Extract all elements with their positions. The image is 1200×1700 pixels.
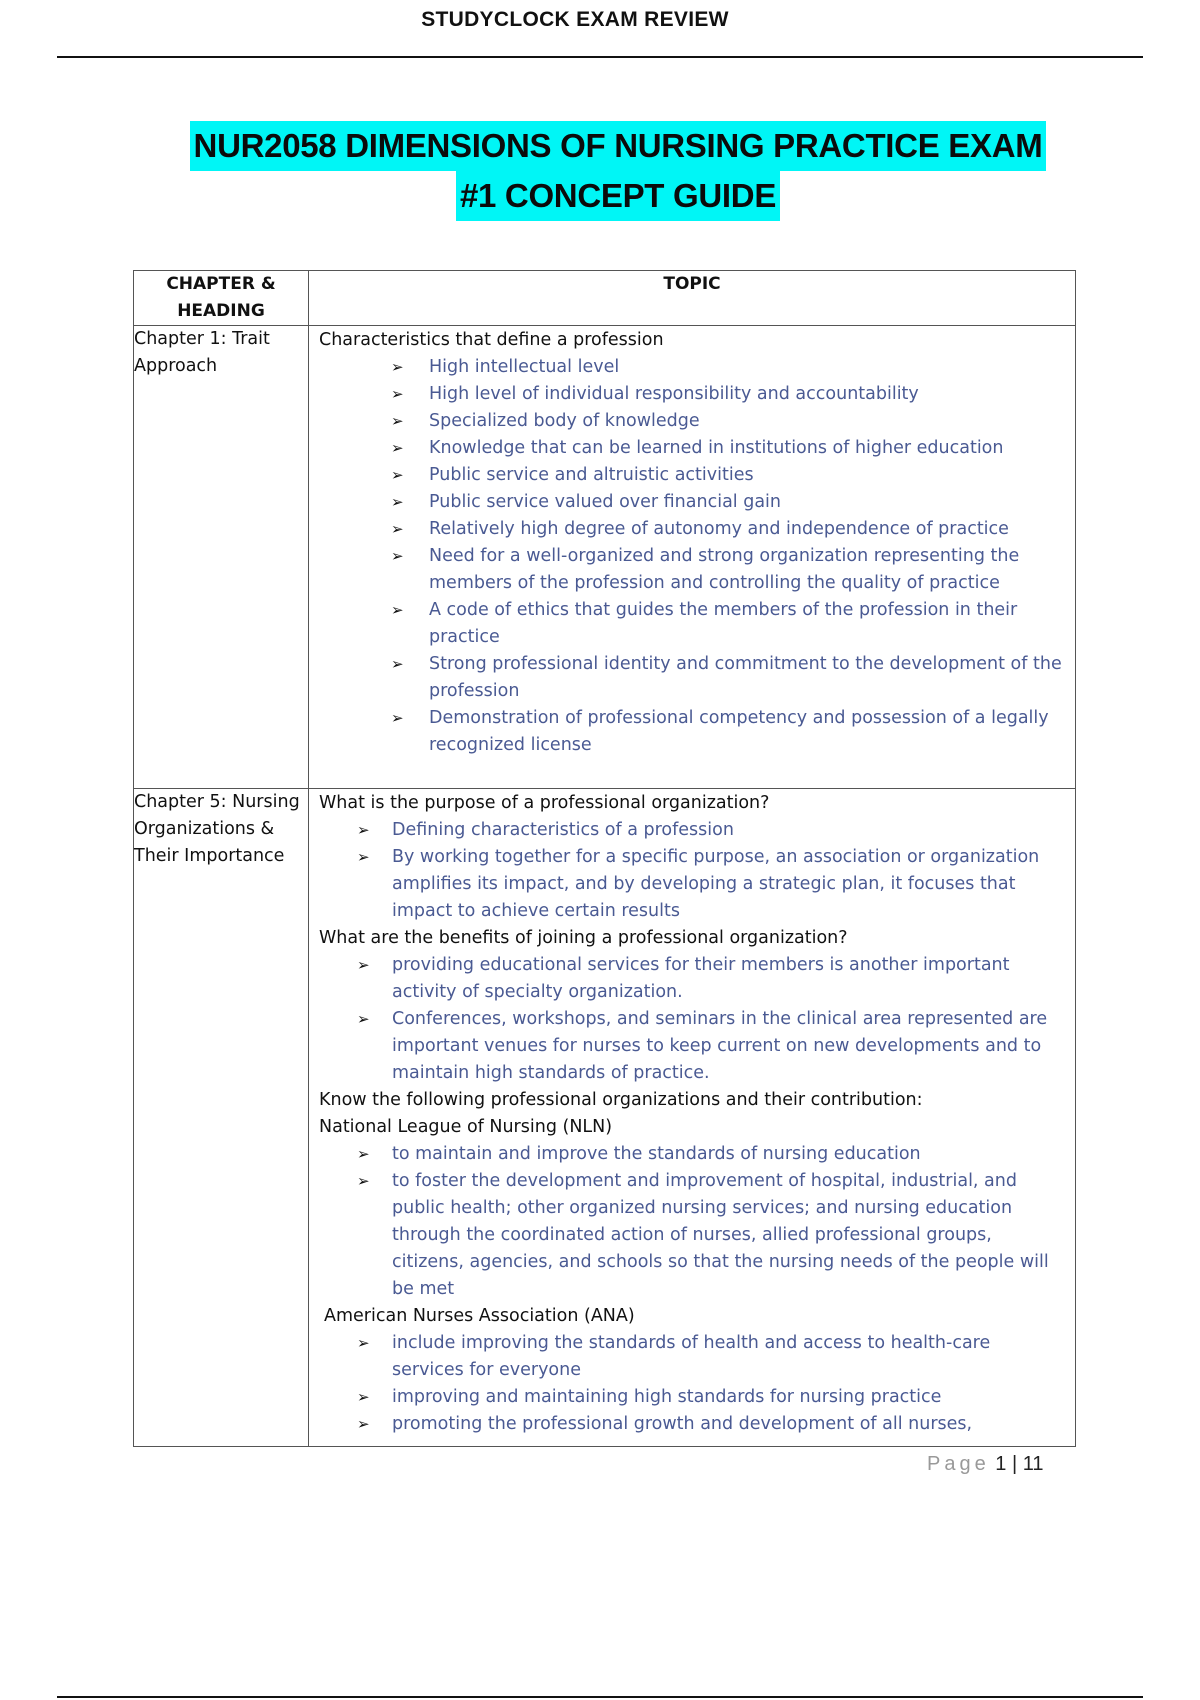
column-header-chapter: CHAPTER & HEADING [134,271,309,326]
organization-heading-ana: American Nurses Association (ANA) [324,1306,635,1326]
arrowhead-bullet-icon: ➢ [391,601,404,619]
arrowhead-bullet-icon: ➢ [357,848,370,866]
list-item: ➢ Specialized body of knowledge [319,408,1063,435]
arrowhead-bullet-icon: ➢ [391,655,404,673]
arrowhead-bullet-icon: ➢ [357,1388,370,1406]
list-item: ➢ Knowledge that can be learned in institutions of higher education [319,435,1063,462]
arrowhead-bullet-icon: ➢ [357,1145,370,1163]
arrowhead-bullet-icon: ➢ [391,520,404,538]
list-item: ➢ improving and maintaining high standards for nursing practice [319,1384,1063,1411]
arrowhead-bullet-icon: ➢ [391,547,404,565]
topic-heading: What are the benefits of joining a professional organization? [319,928,848,948]
page-total: 11 [1022,1453,1044,1475]
bullet-list [319,817,1063,925]
arrowhead-bullet-icon: ➢ [357,1172,370,1190]
table-header-row [134,271,1076,326]
title-line-1: NUR2058 DIMENSIONS OF NURSING PRACTICE EXAM [190,121,1047,171]
arrowhead-bullet-icon: ➢ [391,358,404,376]
chapter-cell: Chapter 1: Trait Approach [134,326,309,789]
list-item: ➢ Demonstration of professional competency and possession of a legally recognized license [319,705,1063,759]
arrowhead-bullet-icon: ➢ [391,466,404,484]
topic-cell [309,326,1076,789]
list-item: ➢ Need for a well-organized and strong organization representing the members of the profession and controlling the quality of practice [319,543,1063,597]
list-item: ➢ Conferences, workshops, and seminars in the clinical area represented are important venues for nurses to keep current on new developments and to maintain high standards of practice. [319,1006,1063,1087]
bullet-list [319,1141,1063,1303]
list-item: ➢ A code of ethics that guides the members of the profession in their practice [319,597,1063,651]
organization-heading-nln: National League of Nursing (NLN) [319,1117,613,1137]
arrowhead-bullet-icon: ➢ [391,493,404,511]
arrowhead-bullet-icon: ➢ [357,956,370,974]
list-item: ➢ providing educational services for their members is another important activity of specialty organization. [319,952,1063,1006]
list-item: ➢ Public service and altruistic activities [319,462,1063,489]
list-item: ➢ to foster the development and improvement of hospital, industrial, and public health; other organized nursing services; and nursing education through the coordinated action of nurses, allied professional groups, citizens, agencies, and schools so that the nursing needs of the people will be met [319,1168,1063,1303]
bullet-list [319,354,1063,759]
header-rule [57,56,1143,58]
arrowhead-bullet-icon: ➢ [357,1010,370,1028]
arrowhead-bullet-icon: ➢ [391,412,404,430]
list-item: ➢ to maintain and improve the standards of nursing education [319,1141,1063,1168]
list-item: ➢ Defining characteristics of a profession [319,817,1063,844]
title-line-2: #1 CONCEPT GUIDE [456,171,780,221]
bullet-list [319,952,1063,1087]
table-row [134,789,1076,1447]
list-item: ➢ Relatively high degree of autonomy and independence of practice [319,516,1063,543]
concept-table [133,270,1076,1447]
page-label: Page [927,1453,990,1475]
list-item: ➢ High level of individual responsibility and accountability [319,381,1063,408]
list-item: ➢ Strong professional identity and commitment to the development of the profession [319,651,1063,705]
arrowhead-bullet-icon: ➢ [357,1415,370,1433]
footer-rule [57,1696,1143,1698]
table-row [134,326,1076,789]
list-item: ➢ High intellectual level [319,354,1063,381]
list-item: ➢ promoting the professional growth and development of all nurses, [319,1411,1063,1438]
topic-heading: Characteristics that define a profession [319,330,664,350]
arrowhead-bullet-icon: ➢ [391,709,404,727]
page-number [927,1453,1044,1476]
chapter-cell: Chapter 5: Nursing Organizations & Their Importance [134,789,309,1447]
arrowhead-bullet-icon: ➢ [391,439,404,457]
topic-heading: Know the following professional organizations and their contribution: [319,1090,923,1110]
document-title [0,121,1200,221]
list-item: ➢ By working together for a specific purpose, an association or organization amplifies its impact, and by developing a strategic plan, it focuses that impact to achieve certain results [319,844,1063,925]
arrowhead-bullet-icon: ➢ [357,821,370,839]
topic-heading: What is the purpose of a professional organization? [319,793,770,813]
arrowhead-bullet-icon: ➢ [357,1334,370,1352]
page-current: 1 [995,1453,1007,1475]
column-header-topic: TOPIC [309,271,1076,326]
bullet-list [319,1330,1063,1438]
running-header: STUDYCLOCK EXAM REVIEW [421,8,729,31]
page-separator: | [1011,1453,1018,1475]
list-item: ➢ Public service valued over financial gain [319,489,1063,516]
arrowhead-bullet-icon: ➢ [391,385,404,403]
topic-cell [309,789,1076,1447]
list-item: ➢ include improving the standards of health and access to health-care services for everyone [319,1330,1063,1384]
